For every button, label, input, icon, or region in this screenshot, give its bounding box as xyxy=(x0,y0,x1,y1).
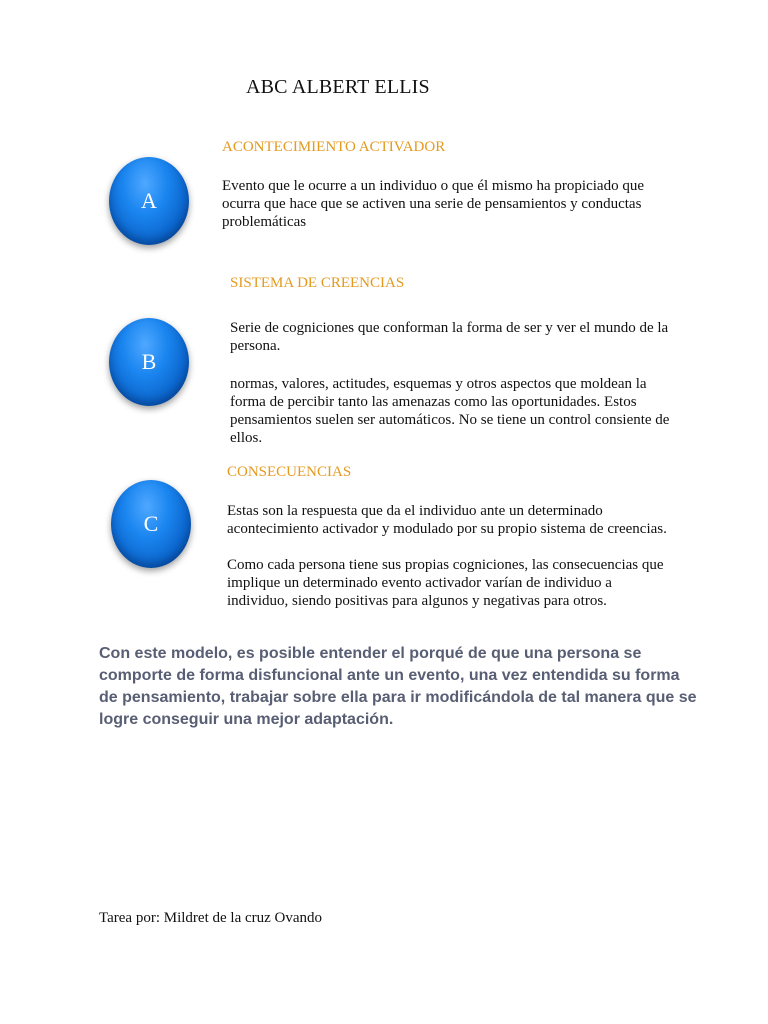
heading-consecuencias: CONSECUENCIAS xyxy=(227,464,352,480)
circle-b-letter: B xyxy=(141,349,157,374)
paragraph-c-1: Estas son la respuesta que da el individuo ante un determinado acontecimiento activador y modulado por su propio sistema de creencias. xyxy=(227,503,667,537)
summary-paragraph: Con este modelo, es posible entender el porqué de que una persona se comporte de forma disfuncional ante un evento, una vez entendida su forma de pensamiento, trabajar sobre ella para ir modificándola de tal manera que se logre conseguir una mejor adaptación. xyxy=(99,645,697,728)
author-line: Tarea por: Mildret de la cruz Ovando xyxy=(99,910,323,926)
paragraph-b-2: normas, valores, actitudes, esquemas y otros aspectos que moldean la forma de percibir tanto las amenazas como las oportunidades. Estos pensamientos suelen ser automáticos. No se tiene un control consiente de ellos. xyxy=(230,376,670,446)
circle-c-letter: C xyxy=(143,511,159,536)
circle-b-badge xyxy=(109,318,189,406)
paragraph-c-2: Como cada persona tiene sus propias cogniciones, las consecuencias que implique un determinado evento activador varían de individuo a individuo, siendo positivas para algunos y negativas para otros. xyxy=(227,557,664,609)
circle-a-letter: A xyxy=(141,188,157,213)
paragraph-a-1: Evento que le ocurre a un individuo o que él mismo ha propiciado que ocurra que hace que se activen una serie de pensamientos y conductas problemáticas xyxy=(222,178,644,230)
heading-acontecimiento-activador: ACONTECIMIENTO ACTIVADOR xyxy=(222,139,446,155)
heading-sistema-de-creencias: SISTEMA DE CREENCIAS xyxy=(230,275,405,291)
document-title: ABC ALBERT ELLIS xyxy=(246,76,430,98)
paragraph-b-1: Serie de cogniciones que conforman la forma de ser y ver el mundo de la persona. xyxy=(230,320,669,354)
circle-c-badge xyxy=(111,480,191,568)
circle-a-badge xyxy=(109,157,189,245)
